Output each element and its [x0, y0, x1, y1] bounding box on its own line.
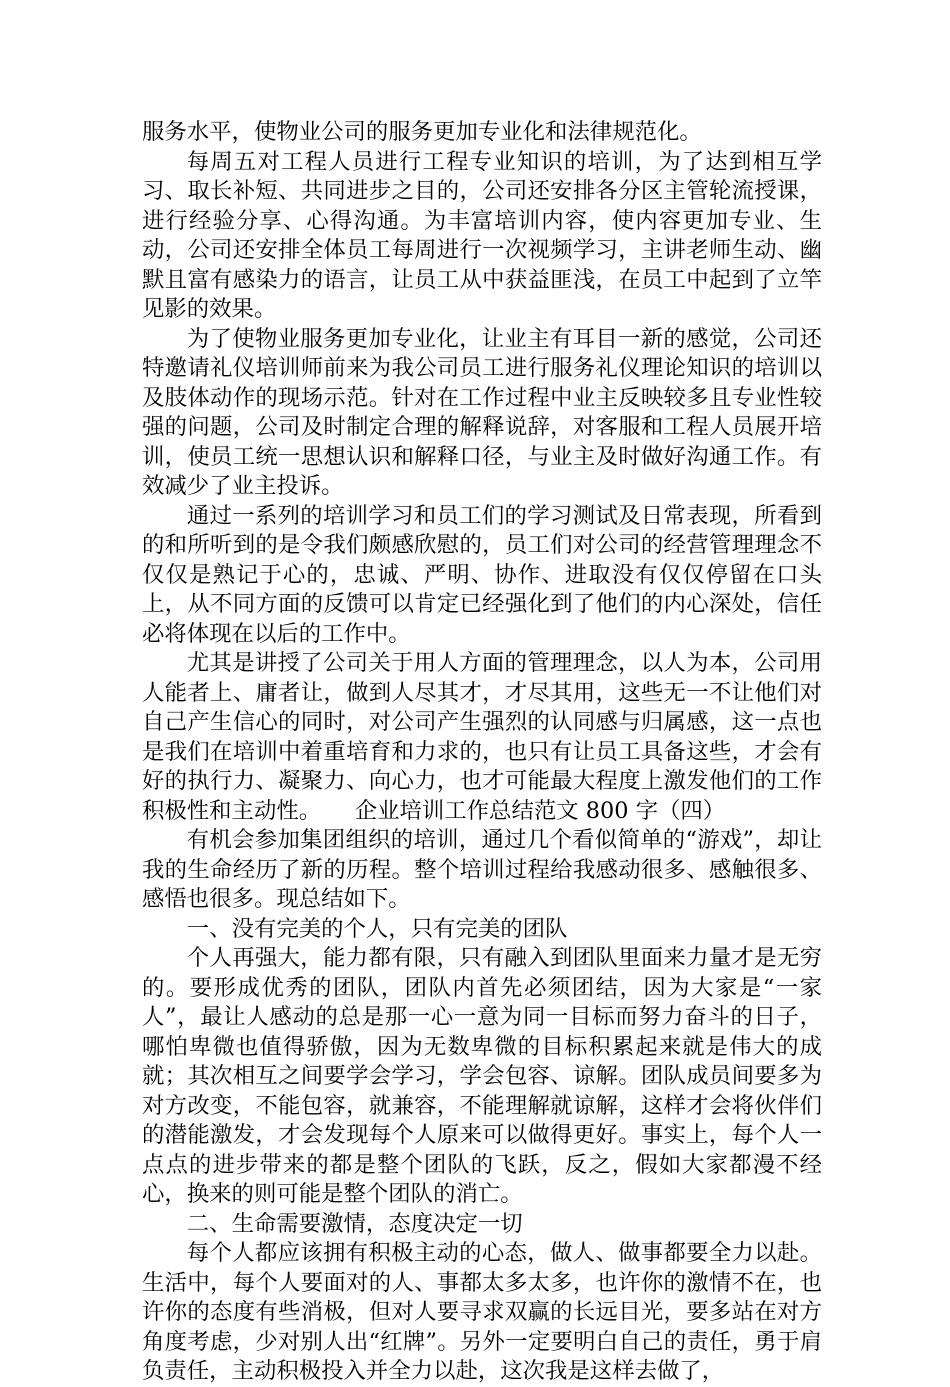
paragraph-6: 有机会参加集团组织的培训，通过几个看似简单的“游戏”，却让我的生命经历了新的历程。整个培训过程给我感动很多、感触很多、感悟也很多。现总结如下。 — [142, 827, 822, 912]
paragraph-8: 每个人都应该拥有积极主动的心态，做人、做事都要全力以赴。生活中，每个人要面对的人、事都太多太多，也许你的激情不在，也许你的态度有些消极，但对人要寻求双赢的长远目光，要多站在对方角度考虑，少对别人出“红牌”。另外一定要明白自己的责任，勇于肩负责任，主动积极投入并全力以赴，这次我是这样去做了， — [142, 1240, 822, 1384]
document-page — [142, 118, 822, 1387]
paragraph-2: 每周五对工程人员进行工程专业知识的培训，为了达到相互学习、取长补短、共同进步之目的，公司还安排各分区主管轮流授课，进行经验分享、心得沟通。为丰富培训内容，使内容更加专业、生动，公司还安排全体员工每周进行一次视频学习，主讲老师生动、幽默且富有感染力的语言，让员工从中获益匪浅，在员工中起到了立竿见影的效果。 — [142, 148, 822, 322]
paragraph-1: 服务水平，使物业公司的服务更加专业化和法律规范化。 — [142, 119, 702, 145]
paragraph-3: 为了使物业服务更加专业化，让业主有耳目一新的感觉，公司还特邀请礼仪培训师前来为我公司员工进行服务礼仪理论知识的培训以及肢体动作的现场示范。针对在工作过程中业主反映较多且专业性较强的问题，公司及时制定合理的解释说辞，对客服和工程人员展开培训，使员工统一思想认识和解释口径，与业主及时做好沟通工作。有效减少了业主投诉。 — [142, 325, 822, 499]
paragraph-7: 个人再强大，能力都有限，只有融入到团队里面来力量才是无穷的。要形成优秀的团队，团队内首先必须团结，因为大家是“一家人”，最让人感动的总是那一心一意为同一目标而努力奋斗的日子，哪怕卑微也值得骄傲，因为无数卑微的目标积累起来就是伟大的成就；其次相互之间要学会学习，学会包容、谅解。团队成员间要多为对方改变，不能包容，就兼容，不能理解就谅解，这样才会将伙伴们的潜能激发，才会发现每个人原来可以做得更好。事实上，每个人一点点的进步带来的都是整个团队的飞跃，反之，假如大家都漫不经心，换来的则可能是整个团队的消亡。 — [142, 945, 822, 1207]
section-heading-2: 二、生命需要激情，态度决定一切 — [186, 1210, 523, 1237]
paragraph-5: 尤其是讲授了公司关于用人方面的管理理念，以人为本，公司用人能者上、庸者让，做到人尽其才，才尽其用，这些无一不让他们对自己产生信心的同时，对公司产生强烈的认同感与归属感，这一点也是我们在培训中着重培育和力求的，也只有让员工具备这些，才会有好的执行力、凝聚力、向心力，也才可能最大程度上激发他们的工作积极性和主动性。 企业培训工作总结范文 800 字（四） — [142, 650, 822, 824]
section-heading-1: 一、没有完美的个人，只有完美的团队 — [186, 915, 568, 942]
paragraph-4: 通过一系列的培训学习和员工们的学习测试及日常表现，所看到的和所听到的是令我们颇感欣慰的，员工们对公司的经营管理理念不仅仅是熟记于心的，忠诚、严明、协作、进取没有仅仅停留在口头上，从不同方面的反馈可以肯定已经强化到了他们的内心深处，信任必将体现在以后的工作中。 — [142, 502, 822, 647]
